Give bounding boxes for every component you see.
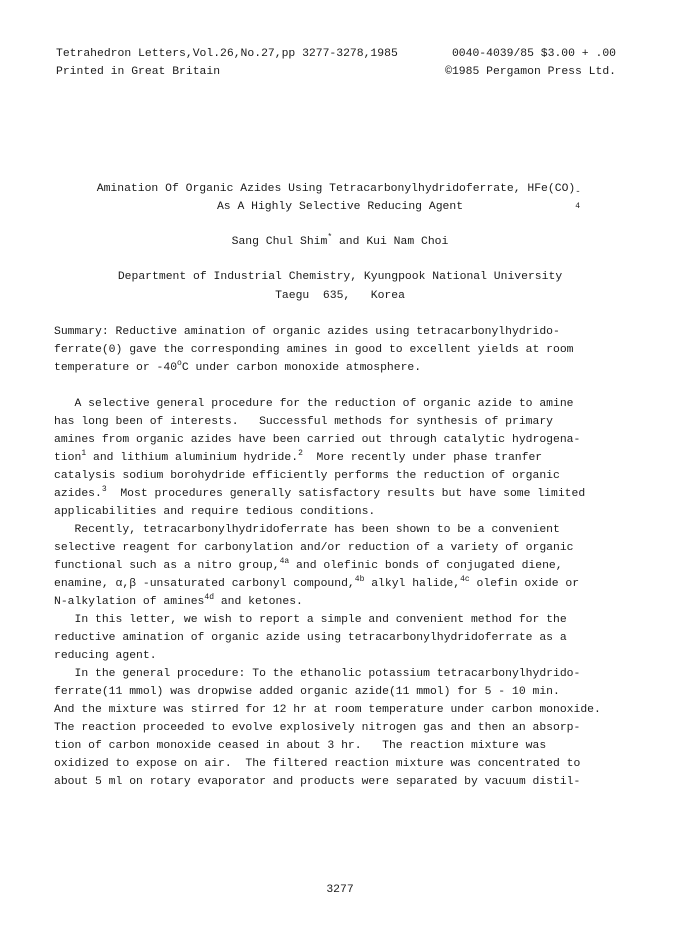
corresponding-author-mark: * bbox=[327, 233, 333, 243]
issn-price: 0040-4039/85 $3.00 + .00 bbox=[451, 48, 616, 60]
citation-ref: 4a bbox=[279, 557, 290, 567]
body-line: N-alkylation of amines$^{4d}$ and ketones. bbox=[54, 593, 303, 608]
body-line: has long been of interests. Successful methods for synthesis of primary bbox=[54, 416, 553, 428]
body-line: tion of carbon monoxide ceased in about 3 hr. The reaction mixture was bbox=[54, 740, 547, 752]
authors: Sang Chul Shim* and Kui Nam Choi bbox=[231, 233, 449, 248]
body-line: tion$^1$ and lithium aluminium hydride.$^2$ More recently under phase tranfer bbox=[54, 449, 543, 464]
citation-ref: 1 bbox=[81, 449, 87, 459]
body-line: In the general procedure: To the ethanolic potassium tetracarbonylhydrido- bbox=[54, 668, 581, 680]
body-line: ferrate(11 mmol) was dropwise added organic azide(11 mmol) for 5 - 10 min. bbox=[54, 686, 560, 698]
body-line: And the mixture was stirred for 12 hr at room temperature under carbon monoxide. bbox=[54, 704, 601, 716]
citation-ref: 4d bbox=[204, 593, 214, 603]
summary-line: temperature or -40$^o$C under carbon monoxide atmosphere. bbox=[54, 359, 422, 374]
journal-citation: Tetrahedron Letters,Vol.26,No.27,pp 3277-3278,1985 bbox=[56, 48, 398, 60]
body-line: In this letter, we wish to report a simple and convenient method for the bbox=[54, 614, 567, 626]
article-title-line1: Amination Of Organic Azides Using Tetracarbonylhydridoferrate, HFe(CO) - 4 bbox=[96, 183, 581, 211]
body-line: applicabilities and require tedious conditions. bbox=[54, 506, 376, 518]
citation-ref: 4c bbox=[460, 575, 470, 585]
article-title-line2: As A Highly Selective Reducing Agent bbox=[216, 201, 464, 213]
body-line: about 5 ml on rotary evaporator and products were separated by vacuum distil- bbox=[54, 776, 581, 788]
body-line: selective reagent for carbonylation and/or reduction of a variety of organic bbox=[54, 542, 574, 554]
citation-ref: 2 bbox=[298, 449, 303, 459]
body-line: reductive amination of organic azide using tetracarbonylhydridoferrate as a bbox=[54, 632, 567, 644]
citation-ref: 4b bbox=[354, 575, 365, 585]
body-line: functional such as a nitro group,$^{4a}$ and olefinic bonds of conjugated diene, bbox=[54, 557, 563, 572]
body-line: amines from organic azides have been carried out through catalytic hydrogena- bbox=[54, 434, 581, 446]
body-line: enamine, α,β -unsaturated carbonyl compound,$^{4b}$ alkyl halide,$^{4c}$ olefin oxide or bbox=[54, 575, 580, 590]
body-line: azides.$^3$ Most procedures generally satisfactory results but have some limited bbox=[54, 485, 586, 500]
body-line: oxidized to expose on air. The filtered reaction mixture was concentrated to bbox=[54, 758, 581, 770]
body-line: The reaction proceeded to evolve explosively nitrogen gas and then an absorp- bbox=[54, 722, 581, 734]
affiliation-line1: Department of Industrial Chemistry, Kyungpook National University bbox=[117, 271, 563, 283]
body-line: A selective general procedure for the reduction of organic azide to amine bbox=[54, 398, 574, 410]
affiliation-line2: Taegu 635, Korea bbox=[275, 290, 405, 302]
body-line: reducing agent. bbox=[54, 650, 157, 662]
citation-ref: 3 bbox=[101, 485, 107, 495]
body-line: Recently, tetracarbonylhydridoferrate has been shown to be a convenient bbox=[54, 524, 560, 536]
summary-line: ferrate(0) gave the corresponding amines in good to excellent yields at room bbox=[54, 344, 574, 356]
body-line: catalysis sodium borohydride efficiently performs the reduction of organic bbox=[54, 470, 560, 482]
page-number: 3277 bbox=[326, 884, 354, 896]
printed-in: Printed in Great Britain bbox=[56, 66, 221, 78]
summary-line: Summary: Reductive amination of organic azides using tetracarbonylhydrido- bbox=[54, 326, 560, 338]
copyright: ©1985 Pergamon Press Ltd. bbox=[445, 66, 616, 78]
